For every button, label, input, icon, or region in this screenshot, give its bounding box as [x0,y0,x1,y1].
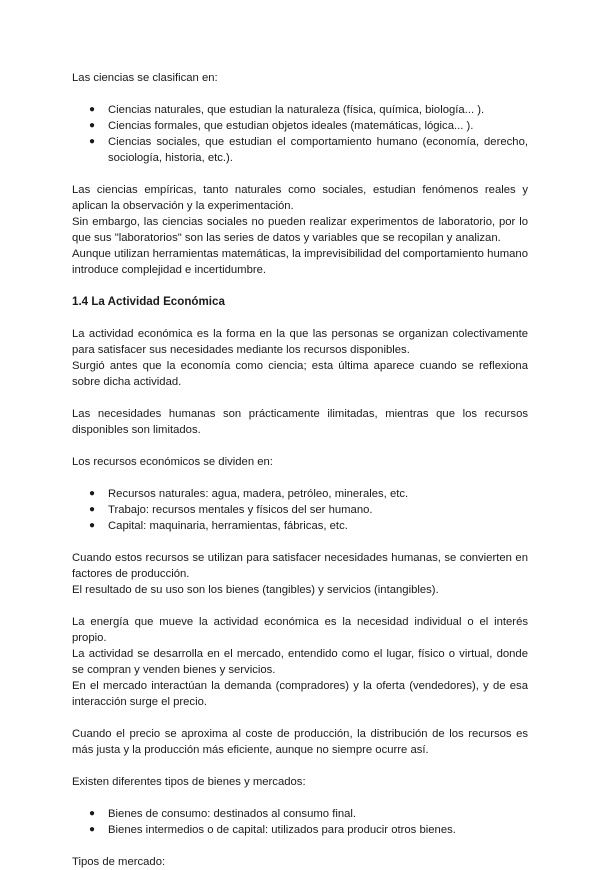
paragraph: Aunque utilizan herramientas matemáticas, la imprevisibilidad del comportamiento humano introduce complejidad e incertidumbre. [72,248,528,276]
paragraph: Surgió antes que la economía como ciencia; esta última aparece cuando se reflexiona sobre dicha actividad. [72,360,528,388]
list-item: ● Capital: maquinaria, herramientas, fábricas, etc. [89,520,348,532]
list-item: ● Recursos naturales: agua, madera, petróleo, minerales, etc. [89,488,409,500]
bullet-icon: ● [89,808,96,819]
section-heading: 1.4 La Actividad Económica [72,295,225,308]
bullet-icon: ● [89,824,96,835]
list-item: ● Ciencias sociales, que estudian el comportamiento humano (economía, derecho, sociología, historia, etc.). [89,136,528,164]
paragraph: El resultado de su uso son los bienes (tangibles) y servicios (intangibles). [72,584,439,596]
paragraph: Las necesidades humanas son prácticamente ilimitadas, mientras que los recursos disponibles son limitados. [72,408,528,436]
bullet-icon: ● [89,520,96,531]
document-content [72,70,528,870]
paragraph: La energía que mueve la actividad económica es la necesidad individual o el interés propio. [72,616,528,644]
list-item: ● Bienes de consumo: destinados al consumo final. [89,808,357,820]
paragraph: La actividad económica es la forma en la que las personas se organizan colectivamente para satisfacer sus necesidades mediante los recursos disponibles. [72,328,528,356]
ciencias-intro: Las ciencias se clasifican en: [72,72,218,84]
list-item: ● Ciencias formales, que estudian objetos ideales (matemáticas, lógica... ). [89,120,474,132]
paragraph: Existen diferentes tipos de bienes y mercados: [72,776,306,788]
paragraph: Tipos de mercado: [72,856,166,868]
paragraph: Las ciencias empíricas, tanto naturales como sociales, estudian fenómenos reales y aplican la observación y la experimentación. [72,184,528,212]
paragraph: En el mercado interactúan la demanda (compradores) y la oferta (vendedores), y de esa interacción surge el precio. [72,680,528,708]
paragraph: Cuando el precio se aproxima al coste de producción, la distribución de los recursos es más justa y la producción más eficiente, aunque no siempre ocurre así. [72,728,528,756]
list-item: ● Ciencias naturales, que estudian la naturaleza (física, química, biología... ). [89,104,485,116]
list-item: ● Bienes intermedios o de capital: utilizados para producir otros bienes. [89,824,456,836]
bullet-icon: ● [89,136,96,147]
bienes-list [72,806,528,838]
ciencias-list [72,102,528,166]
bullet-icon: ● [89,488,96,499]
paragraph: Los recursos económicos se dividen en: [72,456,273,468]
paragraph: Cuando estos recursos se utilizan para satisfacer necesidades humanas, se convierten en factores de producción. [72,552,528,580]
paragraph: Sin embargo, las ciencias sociales no pueden realizar experimentos de laboratorio, por lo que sus "laboratorios" son las series de datos y variables que se recopilan y analizan. [72,216,528,244]
bullet-icon: ● [89,120,96,131]
recursos-list [72,486,528,534]
bullet-icon: ● [89,504,96,515]
list-item: ● Trabajo: recursos mentales y físicos del ser humano. [89,504,373,516]
paragraph: La actividad se desarrolla en el mercado, entendido como el lugar, físico o virtual, donde se compran y venden bienes y servicios. [72,648,528,676]
bullet-icon: ● [89,104,96,115]
